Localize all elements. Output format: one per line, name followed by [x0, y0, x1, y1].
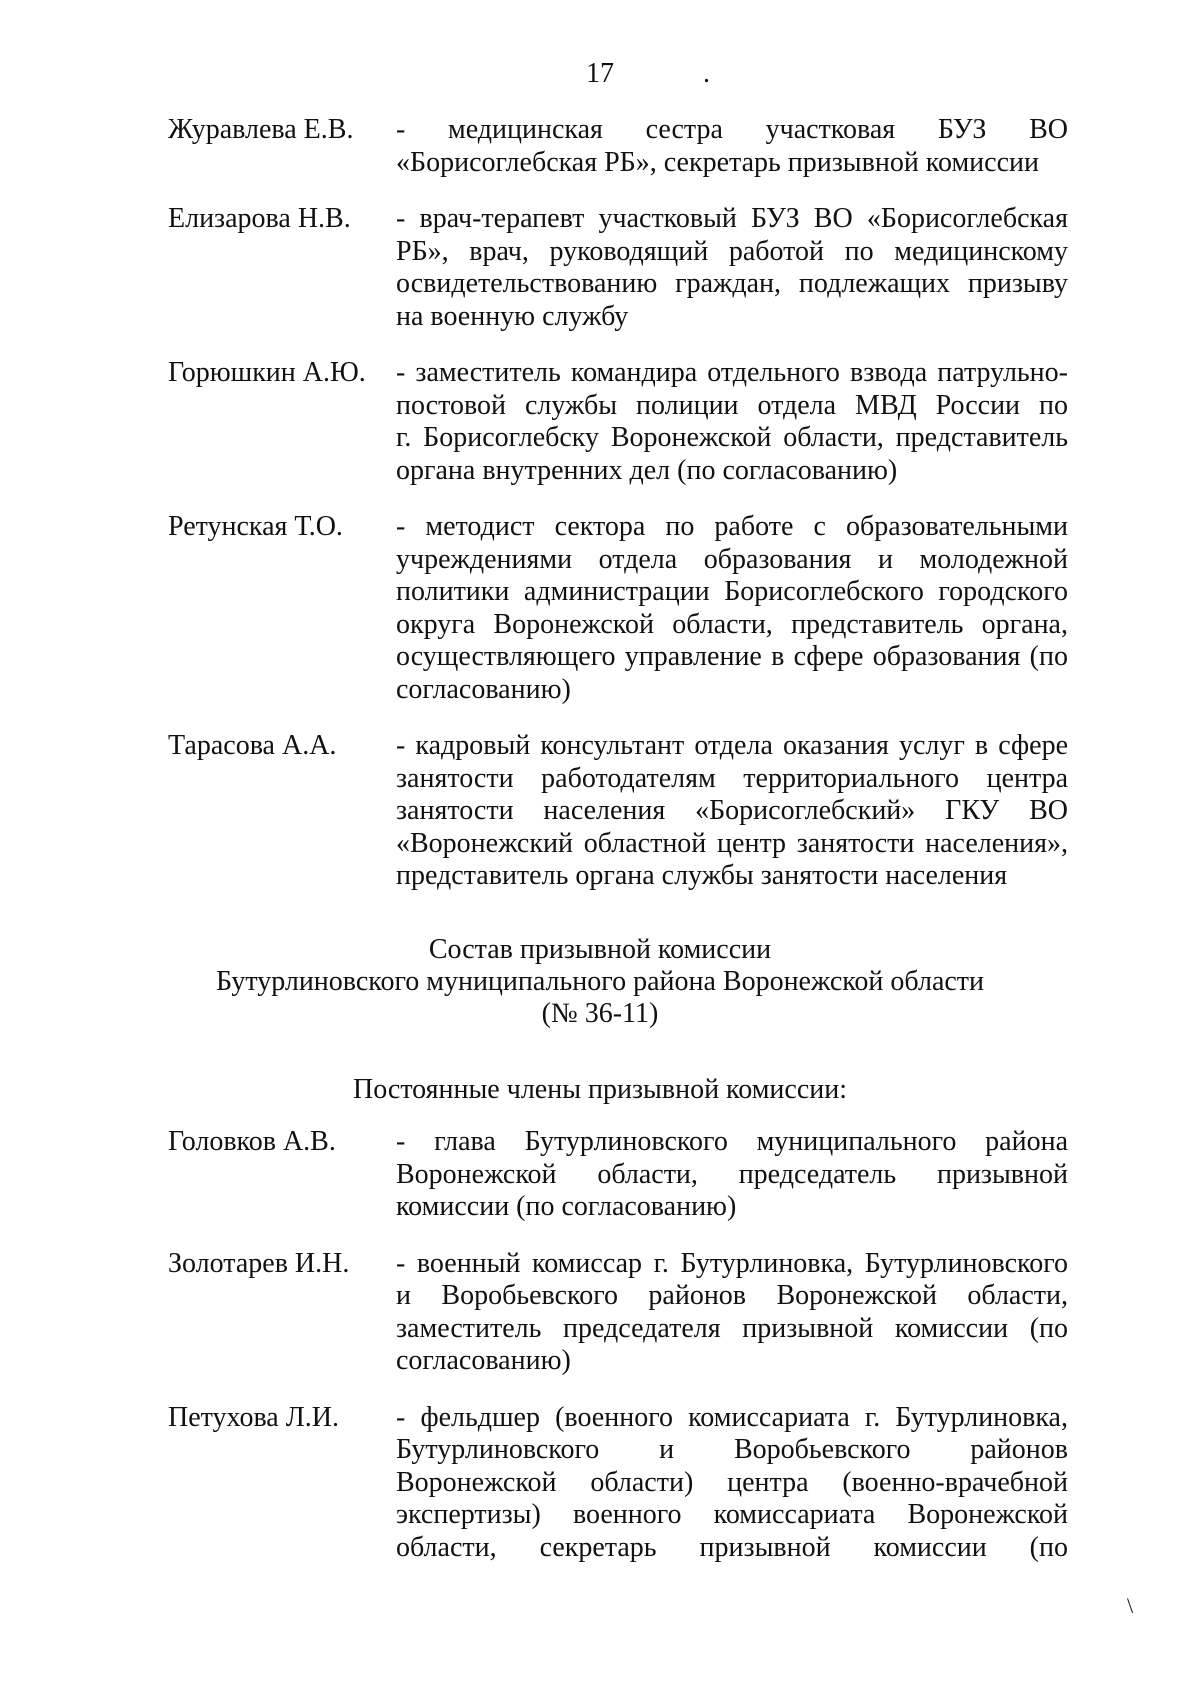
description-line: «Борисоглебская РБ», секретарь призывной комиссии	[396, 146, 1039, 178]
member-entry	[168, 1126, 1068, 1224]
commission-heading-line2: Бутурлиновского муниципального района Воронежской области	[215, 966, 985, 997]
member-entry	[168, 1248, 1068, 1378]
description-line: политики администрации Борисоглебского городского	[396, 576, 1068, 607]
description-line: Бутурлиновского и Воробьевского районов	[396, 1434, 1068, 1465]
member-description	[396, 730, 1068, 893]
member-entry	[168, 511, 1068, 706]
member-description	[396, 1126, 1068, 1224]
page-number: 17	[586, 58, 614, 89]
description-line: учреждениями отдела образования и молодежной	[396, 543, 1068, 575]
member-entry	[168, 357, 1068, 487]
description-line: занятости населения «Борисоглебский» ГКУ ВО	[396, 795, 1068, 826]
description-line: Воронежской области) центра (военно-врачебной	[396, 1466, 1068, 1498]
scan-mark-tick: \	[1127, 1593, 1134, 1618]
member-entry	[168, 203, 1068, 333]
description-line: - врач-терапевт участковый БУЗ ВО «Борисоглебская	[396, 203, 1068, 234]
description-line: - заместитель командира отдельного взвода патрульно-	[396, 357, 1068, 388]
member-name: Журавлева Е.В.	[168, 114, 354, 145]
description-line: заместитель председателя призывной комиссии (по	[396, 1312, 1068, 1344]
description-line: области, секретарь призывной комиссии (по	[396, 1531, 1068, 1563]
description-line: «Воронежский областной центр занятости населения»,	[396, 827, 1068, 859]
member-description	[396, 511, 1068, 706]
description-line: согласованию)	[396, 1345, 571, 1376]
description-line: согласованию)	[396, 673, 571, 705]
scan-mark-dot: .	[703, 58, 710, 89]
member-name: Ретунская Т.О.	[168, 511, 343, 542]
description-line: на военную службу	[396, 300, 629, 332]
description-line: - кадровый консультант отдела оказания услуг в сфере	[396, 730, 1068, 761]
member-name: Тарасова А.А.	[168, 730, 337, 761]
description-line: осуществляющего управление в сфере образования (по	[396, 641, 1068, 672]
description-line: - фельдшер (военного комиссариата г. Бутурлиновка,	[396, 1401, 1068, 1433]
description-line: постовой службы полиции отдела МВД России по	[396, 389, 1068, 421]
description-line: - глава Бутурлиновского муниципального района	[396, 1126, 1068, 1157]
description-line: экспертизы) военного комиссариата Воронежской	[396, 1499, 1068, 1530]
description-line: представитель органа службы занятости населения	[396, 860, 1008, 891]
member-entry	[168, 114, 1068, 179]
member-entry	[168, 1402, 1068, 1565]
commission-heading-line1: Состав призывной комиссии	[428, 934, 772, 965]
permanent-members-subheading: Постоянные члены призывной комиссии:	[352, 1074, 848, 1105]
member-list-1	[168, 114, 1068, 893]
description-line: органа внутренних дел (по согласованию)	[396, 454, 898, 486]
member-description	[396, 114, 1068, 179]
member-entry	[168, 730, 1068, 893]
description-line: округа Воронежской области, представитель органа,	[396, 608, 1068, 640]
description-line: освидетельствованию граждан, подлежащих призыву	[396, 268, 1068, 299]
description-line: Воронежской области, председатель призывной	[396, 1158, 1068, 1190]
description-line: - медицинская сестра участковая БУЗ ВО	[396, 114, 1068, 145]
commission-heading-number: (№ 36-11)	[541, 998, 659, 1029]
member-name: Головков А.В.	[168, 1126, 336, 1157]
description-line: г. Борисоглебску Воронежской области, представитель	[396, 422, 1068, 453]
description-line: и Воробьевского районов Воронежской области,	[396, 1280, 1068, 1311]
member-description	[396, 1248, 1068, 1378]
member-list-2	[168, 1126, 1068, 1564]
member-name: Золотарев И.Н.	[168, 1247, 350, 1279]
description-line: комиссии (по согласованию)	[396, 1191, 737, 1222]
description-line: занятости работодателям территориального центра	[396, 762, 1068, 794]
description-line: - методист сектора по работе с образовательными	[396, 511, 1068, 542]
member-name: Елизарова Н.В.	[168, 203, 351, 234]
description-line: - военный комиссар г. Бутурлиновка, Бутурлиновского	[396, 1247, 1068, 1279]
member-description	[396, 203, 1068, 333]
member-name: Горюшкин А.Ю.	[168, 357, 366, 388]
member-name: Петухова Л.И.	[168, 1401, 339, 1433]
description-line: РБ», врач, руководящий работой по медицинскому	[396, 235, 1068, 267]
member-description	[396, 1402, 1068, 1565]
member-description	[396, 357, 1068, 487]
